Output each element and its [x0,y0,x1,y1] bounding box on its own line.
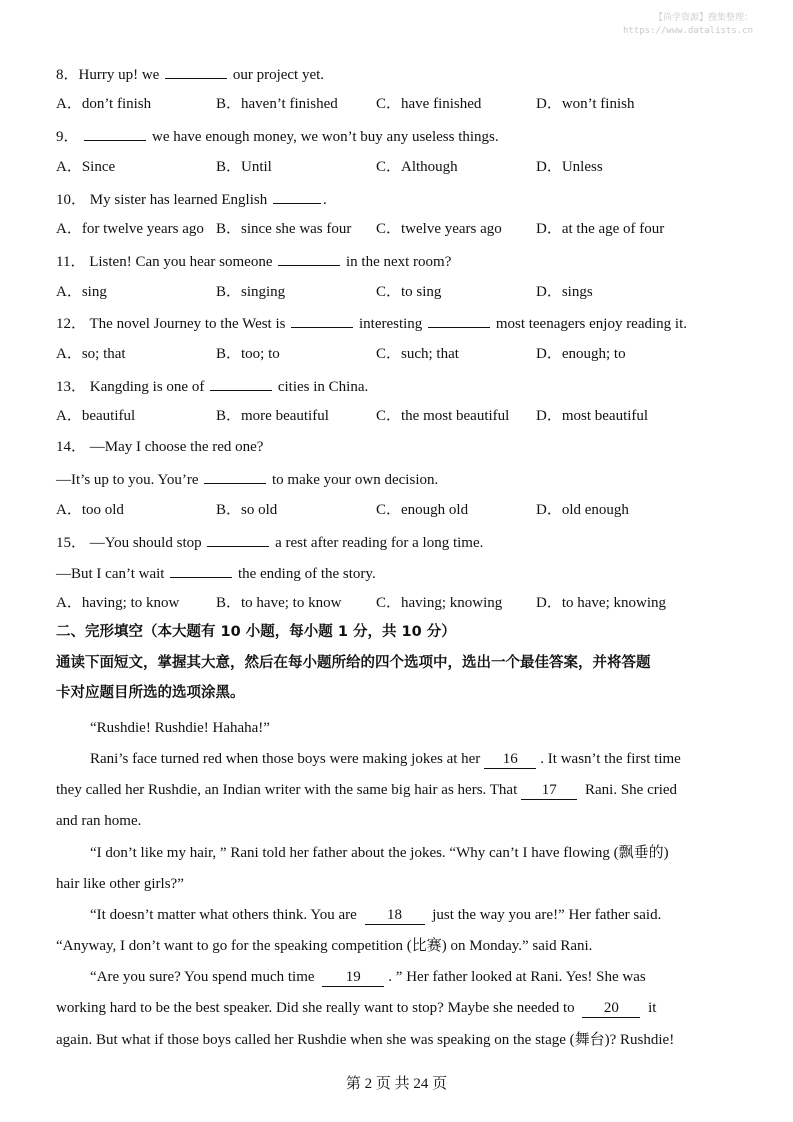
options-9 [56,157,756,177]
answer-blank [84,125,146,141]
option-c: C．having; knowing [376,595,503,611]
option-c: C．to sing [376,284,442,300]
option-c: C．enough old [376,502,469,518]
options-11 [56,282,756,302]
section-title: 二、完形填空（本大题有 10 小题，每小题 1 分，共 10 分） [56,624,456,640]
question-10: 10． My sister has learned English . [56,188,327,210]
option-a: A．for twelve years ago [56,221,204,237]
section-instructions-1: 通读下面短文，掌握其大意，然后在每小题所给的四个选项中，选出一个最佳答案，并将答题 [56,655,651,671]
question-14: 14． —May I choose the red one? [56,439,264,455]
question-9: 9． we have enough money, we won’t buy any useless things. [56,125,499,147]
option-d: D．most beautiful [536,408,649,424]
page-footer: 第 2 页 共 24 页 [345,1076,448,1092]
option-a: A．sing [56,284,107,300]
answer-blank [210,375,272,391]
answer-blank [291,312,353,328]
answer-blank [170,562,232,578]
option-d: D．at the age of four [536,221,665,237]
passage-line: “Rushdie! Rushdie! Hahaha!” [90,720,270,736]
answer-blank [207,531,269,547]
option-a: A．Since [56,159,116,175]
answer-blank [428,312,490,328]
option-c: C．Although [376,159,458,175]
cloze-blank-19: 19 [322,969,384,987]
option-d: D．old enough [536,502,629,518]
passage-line: they called her Rushdie, an Indian writer with the same big hair as hers. That 17 Rani. She cried [56,782,678,798]
option-b: B．too; to [216,346,280,362]
option-a: A．having; to know [56,595,180,611]
question-15: 15． —You should stop a rest after reading for a long time. [56,531,483,553]
passage-line: “It doesn’t matter what others think. You are 18 just the way you are!” Her father said. [90,907,662,923]
question-14-line2: —It’s up to you. You’re to make your own decision. [56,468,438,490]
option-b: B．haven’t finished [216,96,338,112]
option-c: C．the most beautiful [376,408,510,424]
answer-blank [273,188,321,204]
option-d: D．won’t finish [536,96,635,112]
question-13: 13． Kangding is one of cities in China. [56,375,368,397]
option-c: C．twelve years ago [376,221,502,237]
question-11: 11． Listen! Can you hear someone in the next room? [56,250,451,272]
options-15 [56,593,756,613]
option-b: B．more beautiful [216,408,329,424]
cloze-blank-16: 16 [484,751,536,769]
answer-blank [278,250,340,266]
passage-line: hair like other girls?” [56,876,184,892]
cloze-blank-18: 18 [365,907,425,925]
answer-blank [165,63,227,79]
option-d: D．sings [536,284,593,300]
option-c: C．such; that [376,346,459,362]
answer-blank [204,468,266,484]
passage-line: working hard to be the best speaker. Did she really want to stop? Maybe she needed to 20 it [56,1000,657,1016]
options-12 [56,344,756,364]
options-8 [56,94,756,114]
option-c: C．have finished [376,96,482,112]
option-d: D．to have; knowing [536,595,666,611]
cloze-blank-20: 20 [582,1000,640,1018]
section-instructions-2: 卡对应题目所选的选项涂黑。 [56,685,245,701]
passage-line: and ran home. [56,813,142,829]
option-a: A．too old [56,502,124,518]
question-15-line2: —But I can’t wait the ending of the story. [56,562,376,584]
option-b: B．so old [216,502,278,518]
options-14 [56,500,756,520]
passage-line: Rani’s face turned red when those boys were making jokes at her 16 . It wasn’t the first time [90,751,681,767]
option-a: A．so; that [56,346,126,362]
option-a: A．don’t finish [56,96,152,112]
cloze-blank-17: 17 [521,782,577,800]
option-b: B．to have; to know [216,595,342,611]
option-d: D．Unless [536,159,603,175]
option-b: B．singing [216,284,286,300]
question-12: 12． The novel Journey to the West is interesting most teenagers enjoy reading it. [56,312,687,334]
passage-line: “Are you sure? You spend much time 19 . ” Her father looked at Rani. Yes! She was [90,969,646,985]
option-d: D．enough; to [536,346,626,362]
watermark: 【尚学资源】搜集整理： https://www.datalists.cn [622,13,753,36]
question-8: 8．Hurry up! we our project yet. [56,63,324,85]
passage-line: again. But what if those boys called her Rushdie when she was speaking on the stage (舞台)? Rushdie! [56,1032,675,1048]
passage-line: “I don’t like my hair, ” Rani told her father about the jokes. “Why can’t I have flowing (飘垂的) [90,845,669,861]
options-10 [56,219,756,239]
option-b: B．since she was four [216,221,352,237]
options-13 [56,406,756,426]
option-a: A．beautiful [56,408,136,424]
option-b: B．Until [216,159,272,175]
passage-line: “Anyway, I don’t want to go for the speaking competition (比赛) on Monday.” said Rani. [56,938,593,954]
